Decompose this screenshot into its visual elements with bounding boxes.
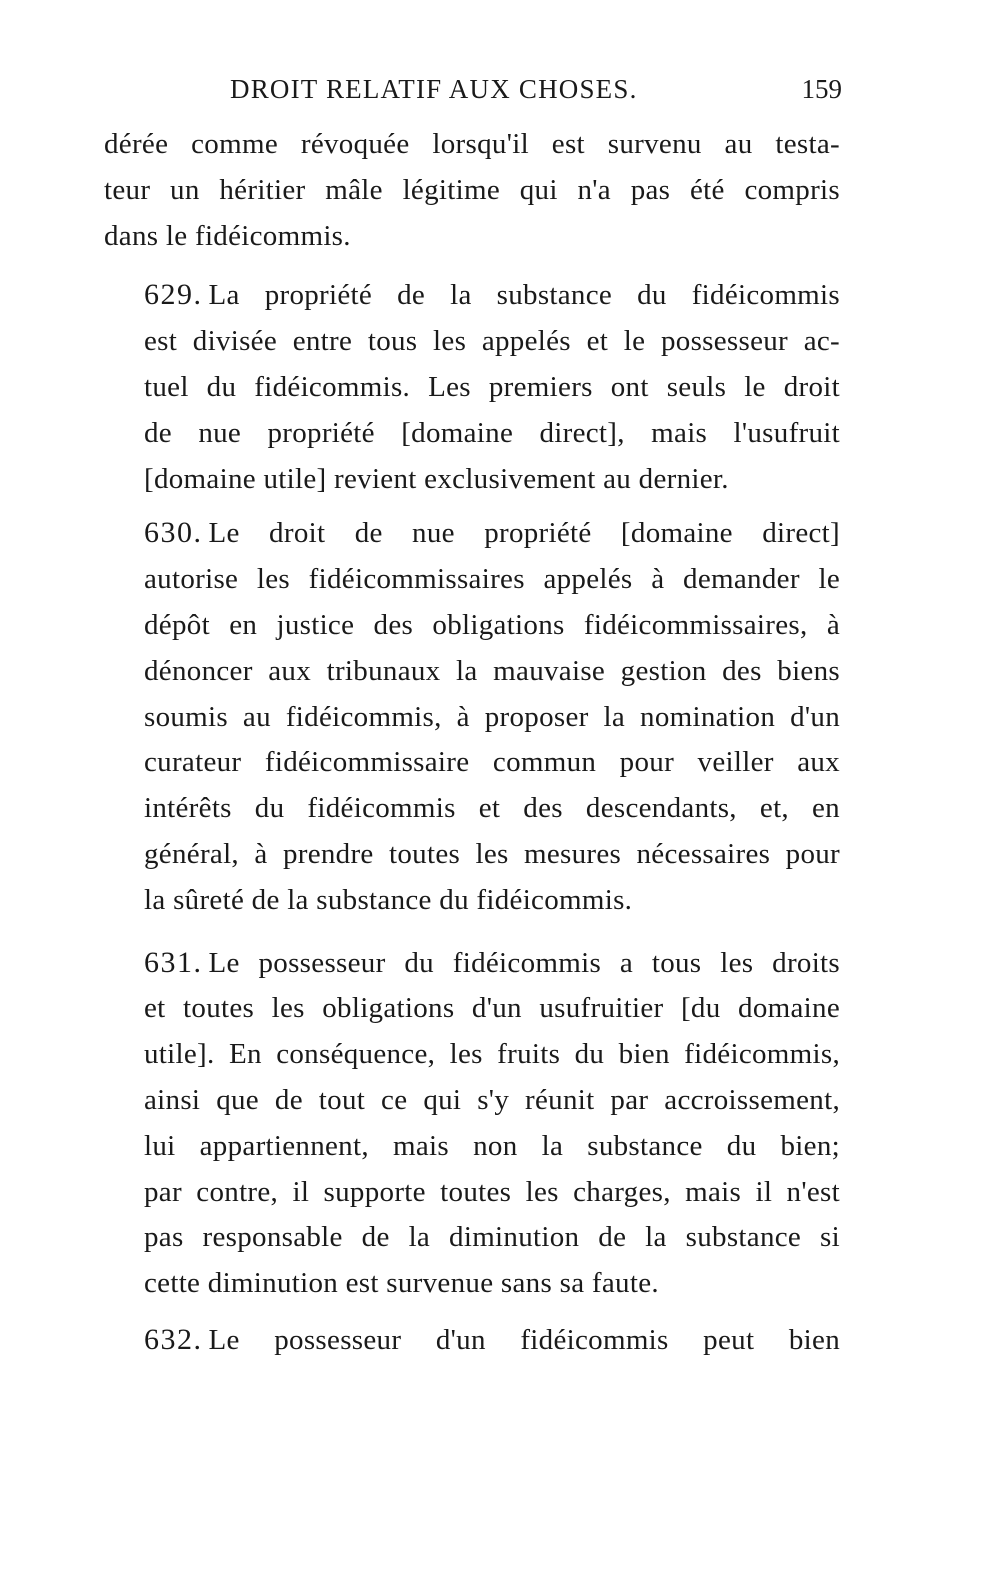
- text-line: dérée comme révoquée lorsqu'il est survenu au testa-: [104, 128, 840, 160]
- text-line: ainsi que de tout ce qui s'y réunit par accroissement,: [144, 1083, 840, 1116]
- paragraph-629: [104, 272, 840, 502]
- article-number: 630.: [144, 516, 203, 550]
- text-line: [domaine utile] revient exclusivement au dernier.: [144, 462, 729, 495]
- text-line: est divisée entre tous les appelés et le possesseur ac-: [144, 325, 840, 358]
- paragraph-631: [104, 940, 840, 1307]
- text-line: dépôt en justice des obligations fidéicommissaires, à: [144, 608, 840, 641]
- text-line: [104, 1317, 840, 1364]
- text-line-content: Le possesseur du fidéicommis a tous les droits: [208, 946, 840, 979]
- text-line: général, à prendre toutes les mesures nécessaires pour: [144, 837, 840, 870]
- text-line: cette diminution est survenue sans sa faute.: [144, 1267, 659, 1300]
- running-title: DROIT RELATIF AUX CHOSES.: [230, 74, 638, 104]
- paragraph-630: [104, 510, 840, 923]
- text-line: autorise les fidéicommissaires appelés à demander le: [144, 563, 840, 596]
- text-line-content: Le possesseur d'un fidéicommis peut bien: [208, 1323, 840, 1356]
- article-number: 632.: [144, 1322, 203, 1356]
- body-text: [104, 122, 840, 1364]
- text-line: la sûreté de la substance du fidéicommis.: [144, 883, 633, 916]
- text-line: [104, 510, 840, 557]
- article-number: 629.: [144, 278, 203, 312]
- text-line: et toutes les obligations d'un usufruitier [du domaine: [144, 992, 840, 1025]
- text-line: intérêts du fidéicommis et des descendants, et, en: [144, 792, 840, 825]
- text-line: de nue propriété [domaine direct], mais l'usufruit: [144, 416, 840, 449]
- page-number: 159: [801, 74, 842, 104]
- running-head: [108, 74, 842, 118]
- text-line: soumis au fidéicommis, à proposer la nomination d'un: [144, 700, 840, 733]
- paragraph-continued: [104, 122, 840, 259]
- text-line: par contre, il supporte toutes les charges, mais il n'est: [144, 1175, 840, 1208]
- paragraph-632: [104, 1317, 840, 1364]
- article-number: 631.: [144, 945, 203, 979]
- text-line: teur un héritier mâle légitime qui n'a pas été compris: [104, 173, 840, 206]
- text-line: pas responsable de la diminution de la substance si: [144, 1221, 840, 1254]
- text-line: lui appartiennent, mais non la substance du bien;: [144, 1129, 840, 1162]
- text-line: utile]. En conséquence, les fruits du bien fidéicommis,: [144, 1038, 840, 1071]
- text-line: dans le fidéicommis.: [104, 219, 351, 252]
- text-line-content: La propriété de la substance du fidéicommis: [208, 279, 840, 312]
- text-line: curateur fidéicommissaire commun pour veiller aux: [144, 746, 840, 779]
- text-line-content: Le droit de nue propriété [domaine direct]: [208, 517, 840, 550]
- text-line: tuel du fidéicommis. Les premiers ont seuls le droit: [144, 370, 840, 403]
- text-line: [104, 940, 840, 987]
- text-line: [104, 272, 840, 319]
- text-line: dénoncer aux tribunaux la mauvaise gestion des biens: [144, 654, 840, 687]
